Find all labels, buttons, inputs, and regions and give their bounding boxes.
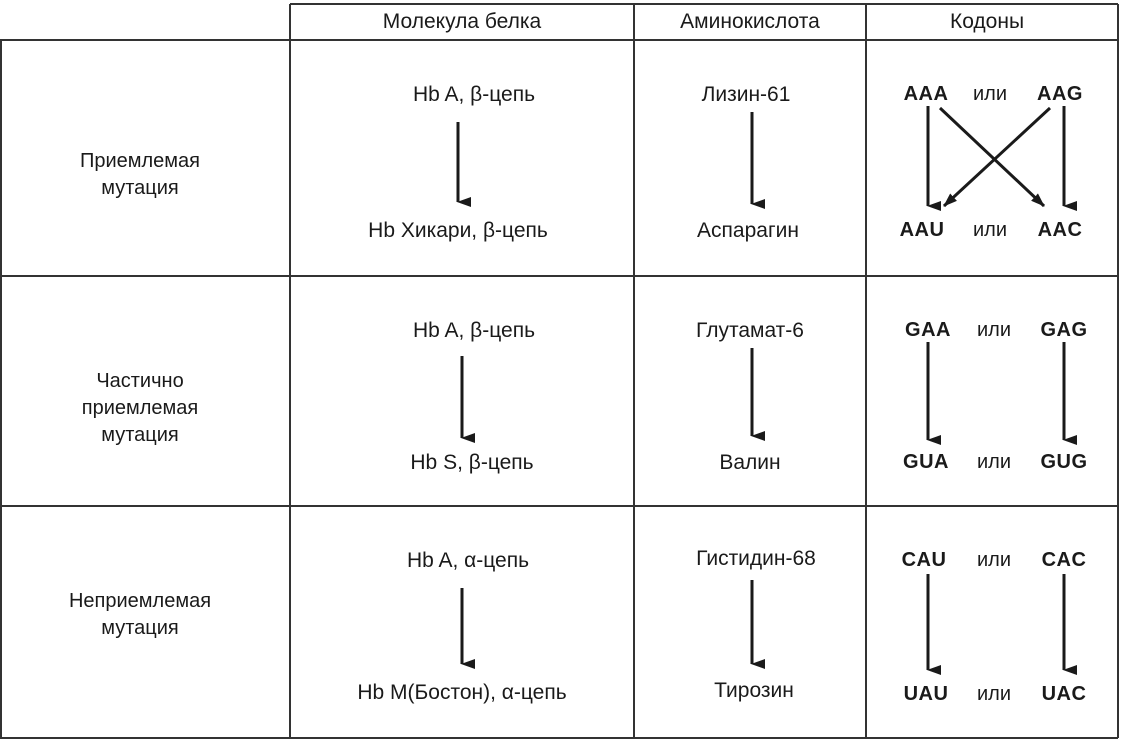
row-label-partially-acceptable: Частично приемлемая мутация [81,370,199,446]
codon-or: или [976,549,1012,571]
codon-or: или [976,319,1012,341]
amino-from: Лизин-61 [701,83,791,106]
codon-from-1: AAA [903,83,949,105]
amino-to: Валин [719,451,781,474]
protein-from: Hb A, β-цепь [412,83,536,106]
codon-from-1: GAA [905,319,951,341]
amino-from: Гистидин-68 [696,547,816,570]
amino-to: Тирозин [714,679,794,702]
codon-from-2: GAG [1040,319,1088,341]
codon-or: или [972,219,1008,241]
codon-or: или [976,451,1012,473]
codon-arrow-1c [940,108,1044,206]
protein-from: Hb A, α-цепь [406,549,530,572]
codon-or: или [976,683,1012,705]
codon-to-2: GUG [1040,451,1088,473]
protein-to: Hb Хикари, β-цепь [368,219,548,242]
header-codons: Кодоны [949,10,1025,33]
protein-to: Hb M(Бостон), α-цепь [357,681,567,704]
codon-arrow-1d [944,108,1050,206]
codon-to-1: AAU [899,219,945,241]
amino-from: Глутамат-6 [696,319,804,342]
header-amino: Аминокислота [680,10,820,33]
codon-from-1: CAU [901,549,947,571]
codon-from-2: CAC [1041,549,1087,571]
codon-to-2: UAC [1041,683,1087,705]
amino-to: Аспарагин [697,219,799,242]
codon-to-2: AAC [1037,219,1083,241]
row-label-unacceptable: Неприемлемая мутация [68,590,212,639]
header-protein: Молекула белка [382,10,542,33]
codon-to-1: UAU [903,683,949,705]
codon-from-2: AAG [1037,83,1083,105]
row-label-acceptable: Приемлемая мутация [79,150,201,199]
codon-to-1: GUA [903,451,949,473]
codon-or: или [972,83,1008,105]
protein-to: Hb S, β-цепь [410,451,534,474]
protein-from: Hb A, β-цепь [412,319,536,342]
